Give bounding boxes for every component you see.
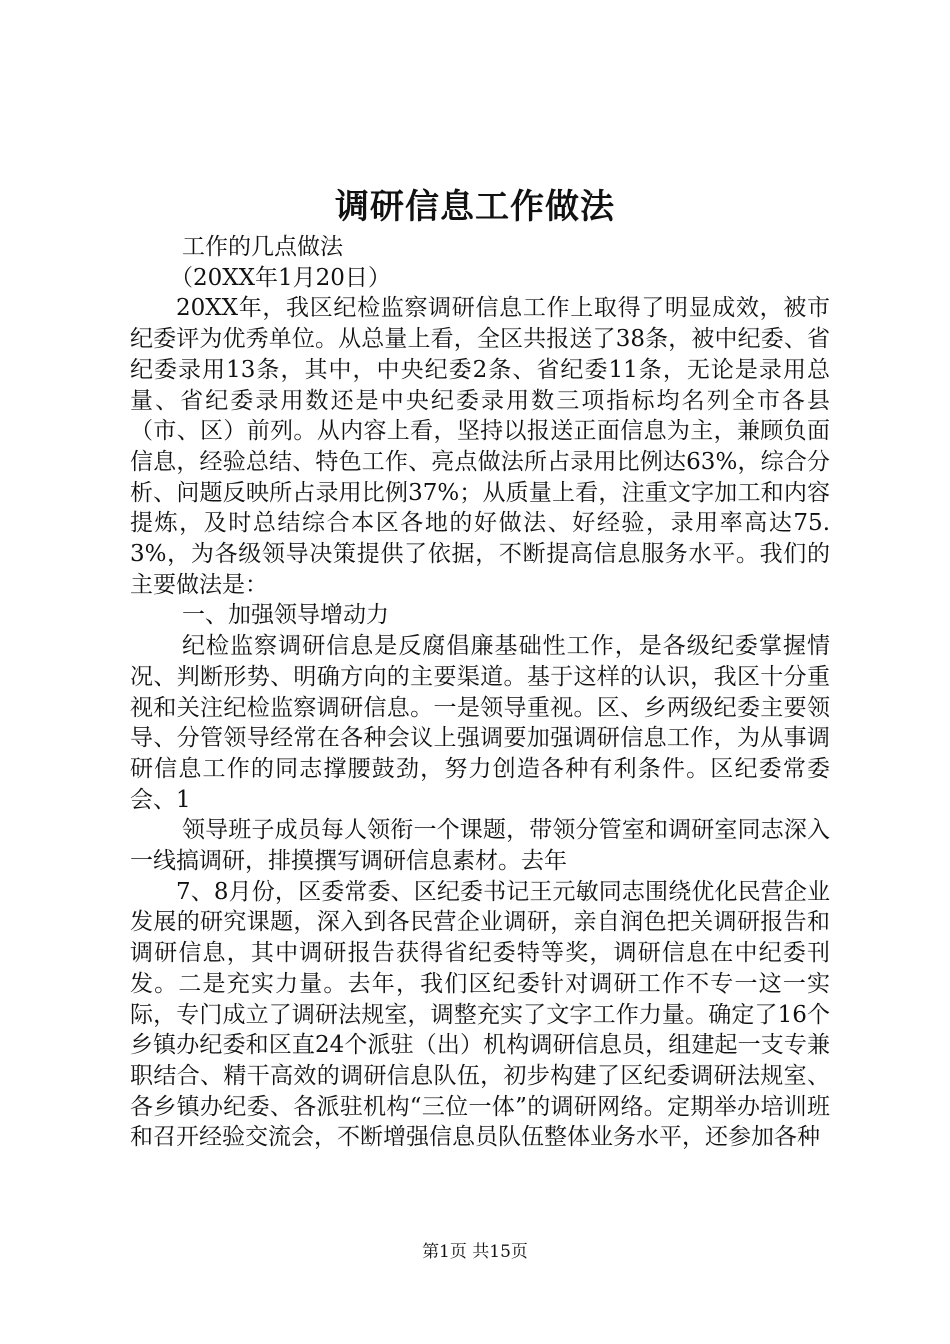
body-paragraph: 纪检监察调研信息是反腐倡廉基础性工作，是各级纪委掌握情况、判断形势、明确方向的主要渠道。基于这样的认识，我区十分重视和关注纪检监察调研信息。一是领导重视。区、乡两级纪委主要领导、分管领导经常在各种会议上强调要加强调研信息工作，为从事调研信息工作的同志撑腰鼓劲，努力创造各种有利条件。区纪委常委会、1	[130, 633, 830, 813]
body-paragraph: 领导班子成员每人领衔一个课题，带领分管室和调研室同志深入一线搞调研，排摸撰写调研信息素材。去年	[130, 817, 830, 875]
date-paragraph: （20XX年1月20日）	[170, 264, 391, 291]
section-heading: 一、加强领导增动力	[182, 602, 389, 629]
body-paragraph: 20XX年，我区纪检监察调研信息工作上取得了明显成效，被市纪委评为优秀单位。从总量上看，全区共报送了38条，被中纪委、省纪委录用13条，其中，中央纪委2条、省纪委11条，无论是录用总量、省纪委录用数还是中央纪委录用数三项指标均名列全市各县（市、区）前列。从内容上看，坚持以报送正面信息为主，兼顾负面信息，经验总结、特色工作、亮点做法所占录用比例达63%，综合分析、问题反映所占录用比例37%；从质量上看，注重文字加工和内容提炼，及时总结综合本区各地的好做法、好经验，录用率高达75.3%，为各级领导决策提供了依据，不断提高信息服务水平。我们的主要做法是：	[130, 295, 830, 598]
subtitle-paragraph: 工作的几点做法	[182, 234, 343, 260]
document-body	[130, 232, 830, 1153]
body-paragraph: 7、8月份，区委常委、区纪委书记王元敏同志围绕优化民营企业发展的研究课题，深入到各民营企业调研，亲自润色把关调研报告和调研信息，其中调研报告获得省纪委特等奖，调研信息在中纪委刊发。二是充实力量。去年，我们区纪委针对调研工作不专一这一实际，专门成立了调研法规室，调整充实了文字工作力量。确定了16个乡镇办纪委和区直24个派驻（出）机构调研信息员，组建起一支专兼职结合、精干高效的调研信息队伍，初步构建了区纪委调研法规室、各乡镇办纪委、各派驻机构“三位一体”的调研网络。定期举办培训班和召开经验交流会，不断增强信息员队伍整体业务水平，还参加各种	[130, 878, 830, 1151]
page-title: 调研信息工作做法	[335, 187, 615, 227]
page-footer: 第1页 共15页	[422, 1242, 528, 1262]
